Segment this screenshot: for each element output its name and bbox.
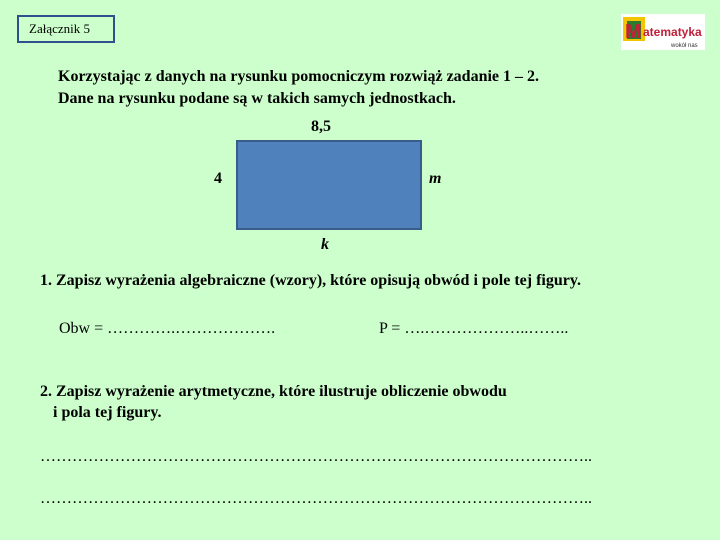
rectangle-figure xyxy=(236,140,422,230)
task-2-text-line-2: i pola tej figury. xyxy=(53,404,162,421)
matematyka-logo xyxy=(621,14,705,50)
perimeter-answer-line[interactable]: Obw = ………….………………. xyxy=(59,320,276,337)
logo-subtext: wokół nas xyxy=(671,43,698,49)
task-1-text: 1. Zapisz wyrażenia algebraiczne (wzory), które opisują obwód i pole tej figury. xyxy=(40,272,581,289)
area-answer-line[interactable]: P = ….………………..…….. xyxy=(379,320,569,337)
task-2-text-line-1: 2. Zapisz wyrażenie arytmetyczne, które ilustruje obliczenie obwodu xyxy=(40,383,507,400)
intro-line-1: Korzystając z danych na rysunku pomocniczym rozwiąż zadanie 1 – 2. xyxy=(58,68,540,85)
logo-text: atematyka xyxy=(643,25,702,39)
answer-line-2[interactable]: ………………………………………………………………………………………….. xyxy=(40,490,592,507)
intro-line-2: Dane na rysunku podane są w takich samych jednostkach. xyxy=(58,90,456,107)
answer-line-1[interactable]: ………………………………………………………………………………………….. xyxy=(40,448,592,465)
rectangle-right-label: m xyxy=(429,170,442,187)
rectangle-bottom-label: k xyxy=(321,236,329,253)
attachment-label: Załącznik 5 xyxy=(17,15,115,43)
rectangle-top-label: 8,5 xyxy=(311,118,331,135)
logo-mark: M xyxy=(625,21,642,43)
rectangle-left-label: 4 xyxy=(214,170,222,187)
